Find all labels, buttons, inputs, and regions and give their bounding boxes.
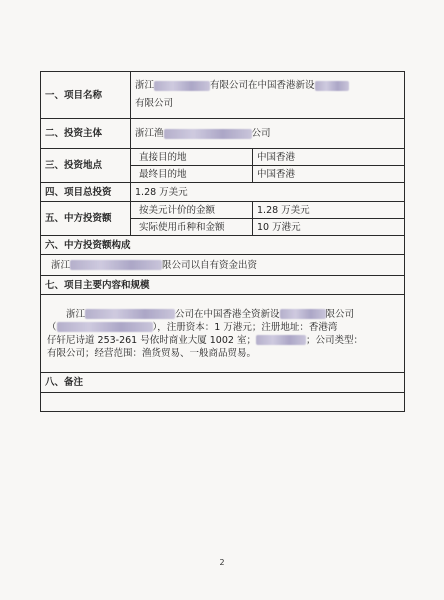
investment-subject-label: 二、投资主体	[41, 119, 131, 149]
content-text-3a: 仔轩尼诗道 253-261 号依时商业大厦 1002 室；	[47, 334, 256, 346]
composition-text-2: 限公司以自有资金出资	[162, 259, 258, 271]
remarks-content	[41, 393, 405, 412]
page-number: 2	[219, 558, 225, 567]
content-text-1c: 限公司	[325, 308, 355, 320]
project-name-text-3: 有限公司	[135, 98, 174, 109]
content-text-4: 有限公司；经营范围：渔货贸易、一般商品贸易。	[47, 347, 257, 359]
content-text-2b: ），注册资本：1 万港元；注册地址：香港湾	[152, 321, 338, 333]
actual-currency-value: 10 万港元	[253, 219, 405, 236]
investment-project-form	[40, 71, 405, 412]
composition-heading: 六、中方投资额构成	[41, 236, 405, 255]
investment-location-row-direct	[41, 149, 405, 166]
redaction-block	[85, 309, 175, 319]
content-text-3b: ；公司类型：	[305, 334, 363, 346]
composition-text-row	[41, 255, 405, 276]
total-investment-value: 1.28 万美元	[131, 183, 405, 202]
project-name-text-2: 有限公司在中国香港新设	[210, 80, 315, 91]
project-name-value	[131, 72, 405, 119]
remarks-heading: 八、备注	[41, 373, 405, 393]
content-text-1a: 浙江	[66, 308, 86, 320]
usd-amount-value: 1.28 万美元	[253, 202, 405, 219]
project-name-text-1: 浙江	[135, 80, 155, 91]
redaction-block	[256, 335, 306, 345]
total-investment-label: 四、项目总投资	[41, 183, 131, 202]
investment-subject-text-2: 公司	[251, 128, 271, 139]
content-text-2a: （	[47, 321, 57, 333]
composition-heading-row	[41, 236, 405, 255]
redaction-block	[57, 322, 153, 332]
final-destination-label: 最终目的地	[131, 166, 253, 183]
redaction-block	[315, 81, 349, 91]
content-text-row	[41, 295, 405, 373]
total-investment-row	[41, 183, 405, 202]
content-heading-row	[41, 276, 405, 295]
investment-subject-text-1: 浙江渔	[135, 128, 164, 139]
project-name-row	[41, 72, 405, 119]
redaction-block	[154, 81, 210, 91]
direct-destination-label: 直接目的地	[131, 149, 253, 166]
content-heading: 七、项目主要内容和规模	[41, 276, 405, 295]
investment-location-label: 三、投资地点	[41, 149, 131, 183]
investment-subject-row	[41, 119, 405, 149]
redaction-block	[280, 309, 326, 319]
content-text	[41, 295, 405, 373]
composition-text-1: 浙江	[51, 259, 71, 271]
actual-currency-label: 实际使用币种和金额	[131, 219, 253, 236]
usd-amount-label: 按美元计价的金额	[131, 202, 253, 219]
composition-text	[41, 255, 405, 276]
investment-subject-value	[131, 119, 405, 149]
direct-destination-value: 中国香港	[253, 149, 405, 166]
chinese-investment-row-usd	[41, 202, 405, 219]
remarks-content-row	[41, 393, 405, 412]
redaction-block	[70, 260, 162, 270]
final-destination-value: 中国香港	[253, 166, 405, 183]
chinese-investment-label: 五、中方投资额	[41, 202, 131, 236]
project-name-label: 一、项目名称	[41, 72, 131, 119]
content-text-1b: 公司在中国香港全资新设	[175, 308, 280, 320]
redaction-block	[164, 129, 252, 139]
remarks-heading-row	[41, 373, 405, 393]
